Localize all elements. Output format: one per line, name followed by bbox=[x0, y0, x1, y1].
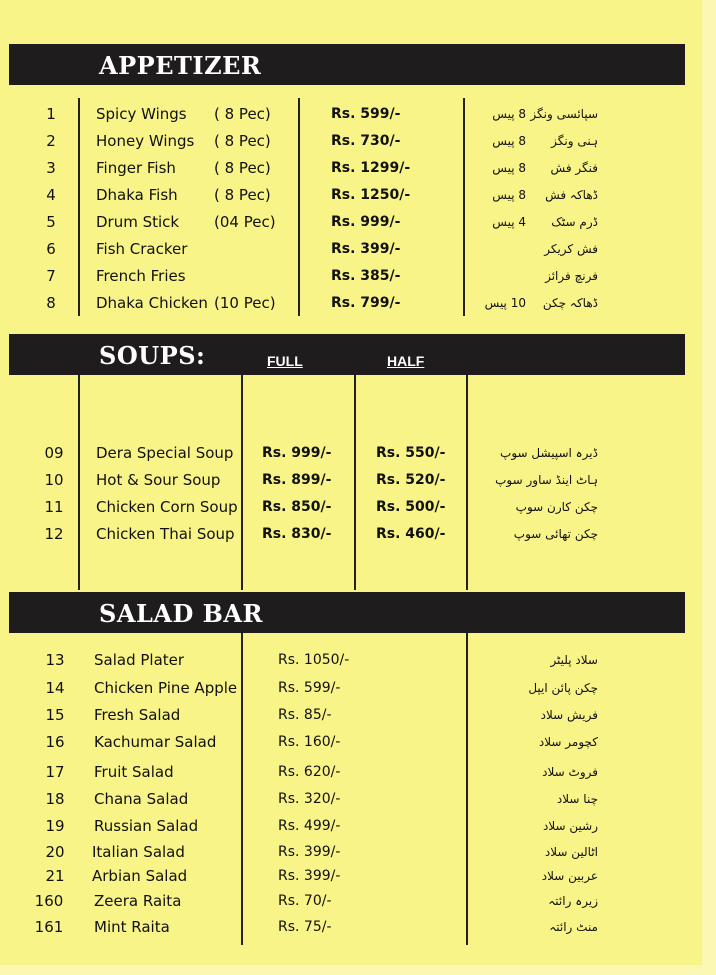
item-urdu-name: منٹ رائتہ bbox=[549, 920, 598, 934]
item-name: Fruit Salad bbox=[94, 763, 174, 781]
item-urdu-name: کچومر سلاد bbox=[538, 735, 598, 749]
item-number: 161 bbox=[34, 918, 64, 936]
item-name: Zeera Raita bbox=[94, 892, 182, 910]
item-number: 21 bbox=[45, 867, 65, 885]
item-urdu-quantity: 8 پیس bbox=[492, 161, 526, 175]
item-name: Spicy Wings bbox=[96, 105, 187, 123]
item-price-full: Rs. 999/- bbox=[262, 445, 332, 461]
page-edge-bottom bbox=[0, 965, 716, 975]
item-name: Italian Salad bbox=[92, 843, 185, 861]
item-name: Fresh Salad bbox=[94, 706, 181, 724]
item-number: 2 bbox=[46, 132, 56, 150]
item-urdu-name: ڈیرہ اسپیشل سوپ bbox=[500, 446, 598, 460]
item-price: Rs. 399/- bbox=[278, 868, 341, 884]
item-urdu-name: ڈرم سٹک bbox=[551, 215, 598, 229]
item-price: Rs. 599/- bbox=[278, 680, 341, 696]
list-item bbox=[0, 647, 716, 673]
list-item bbox=[0, 494, 716, 520]
item-urdu-name: سلاد پلیٹر bbox=[550, 653, 598, 667]
list-item bbox=[0, 863, 716, 889]
item-urdu-name: زیرہ رائتہ bbox=[548, 894, 598, 908]
item-price-full: Rs. 899/- bbox=[262, 472, 332, 488]
item-number: 4 bbox=[46, 186, 56, 204]
appetizer-header-band bbox=[9, 44, 685, 85]
list-item bbox=[0, 839, 716, 865]
item-urdu-quantity: 8 پیس bbox=[492, 188, 526, 202]
item-price: Rs. 1299/- bbox=[331, 160, 411, 176]
soups-header-band bbox=[9, 334, 685, 375]
item-number: 19 bbox=[45, 817, 65, 835]
item-price-half: Rs. 550/- bbox=[376, 445, 446, 461]
item-quantity: ( 8 Pec) bbox=[214, 186, 271, 204]
item-urdu-quantity: 10 پیس bbox=[484, 296, 526, 310]
item-price-full: Rs. 830/- bbox=[262, 526, 332, 542]
list-item bbox=[0, 675, 716, 701]
list-item bbox=[0, 702, 716, 728]
list-item bbox=[0, 813, 716, 839]
item-urdu-name: فنگر فش bbox=[550, 161, 598, 175]
item-name: Drum Stick bbox=[96, 213, 180, 231]
list-item bbox=[0, 521, 716, 547]
item-number: 16 bbox=[45, 733, 65, 751]
item-urdu-name: چنا سلاد bbox=[556, 792, 598, 806]
item-price: Rs. 730/- bbox=[331, 133, 401, 149]
item-price-half: Rs. 520/- bbox=[376, 472, 446, 488]
item-price: Rs. 399/- bbox=[331, 241, 401, 257]
list-item bbox=[0, 786, 716, 812]
item-name: Honey Wings bbox=[96, 132, 195, 150]
item-number: 14 bbox=[45, 679, 65, 697]
item-urdu-name: چکن تھائی سوپ bbox=[513, 527, 598, 541]
item-quantity: ( 8 Pec) bbox=[214, 159, 271, 177]
item-price: Rs. 70/- bbox=[278, 893, 332, 909]
item-number: 1 bbox=[46, 105, 56, 123]
item-number: 17 bbox=[45, 763, 65, 781]
item-price: Rs. 499/- bbox=[278, 818, 341, 834]
item-number: 09 bbox=[44, 444, 64, 462]
item-urdu-name: چکن پائن ایپل bbox=[528, 681, 598, 695]
item-urdu-quantity: 8 پیس bbox=[492, 107, 526, 121]
item-urdu-name: چکن کارن سوپ bbox=[515, 500, 598, 514]
list-item bbox=[0, 101, 716, 127]
item-price-half: Rs. 500/- bbox=[376, 499, 446, 515]
item-name: Kachumar Salad bbox=[94, 733, 217, 751]
item-urdu-name: عربین سلاد bbox=[541, 869, 598, 883]
list-item bbox=[0, 182, 716, 208]
item-number: 160 bbox=[34, 892, 64, 910]
item-number: 5 bbox=[46, 213, 56, 231]
item-name: Russian Salad bbox=[94, 817, 199, 835]
item-urdu-name: سپائسی ونگز bbox=[530, 107, 598, 121]
item-price: Rs. 385/- bbox=[331, 268, 401, 284]
item-name: Chana Salad bbox=[94, 790, 189, 808]
item-price: Rs. 599/- bbox=[331, 106, 401, 122]
soups-full-column-header: FULL bbox=[267, 353, 303, 369]
item-price: Rs. 1250/- bbox=[331, 187, 411, 203]
item-price-half: Rs. 460/- bbox=[376, 526, 446, 542]
item-urdu-name: رشین سلاد bbox=[543, 819, 598, 833]
list-item bbox=[0, 290, 716, 316]
item-number: 3 bbox=[46, 159, 56, 177]
item-name: Fish Cracker bbox=[96, 240, 188, 258]
item-number: 7 bbox=[46, 267, 56, 285]
item-price: Rs. 85/- bbox=[278, 707, 332, 723]
list-item bbox=[0, 914, 716, 940]
list-item bbox=[0, 888, 716, 914]
item-name: Chicken Pine Apple bbox=[94, 679, 238, 697]
item-number: 20 bbox=[45, 843, 65, 861]
item-price: Rs. 160/- bbox=[278, 734, 341, 750]
item-name: French Fries bbox=[96, 267, 186, 285]
list-item bbox=[0, 209, 716, 235]
item-quantity: (10 Pec) bbox=[214, 294, 276, 312]
item-name: Chicken Corn Soup bbox=[96, 498, 238, 516]
soups-half-column-header: HALF bbox=[387, 353, 425, 369]
item-number: 12 bbox=[44, 525, 64, 543]
item-urdu-name: ہنی ونگز bbox=[551, 134, 598, 148]
item-price: Rs. 799/- bbox=[331, 295, 401, 311]
item-name: Salad Plater bbox=[94, 651, 185, 669]
item-number: 18 bbox=[45, 790, 65, 808]
item-name: Hot & Sour Soup bbox=[96, 471, 221, 489]
item-name: Arbian Salad bbox=[92, 867, 188, 885]
item-name: Mint Raita bbox=[94, 918, 170, 936]
item-urdu-quantity: 4 پیس bbox=[492, 215, 526, 229]
item-quantity: ( 8 Pec) bbox=[214, 132, 271, 150]
item-number: 6 bbox=[46, 240, 56, 258]
list-item bbox=[0, 729, 716, 755]
item-price: Rs. 1050/- bbox=[278, 652, 350, 668]
item-number: 8 bbox=[46, 294, 56, 312]
item-price: Rs. 75/- bbox=[278, 919, 332, 935]
list-item bbox=[0, 236, 716, 262]
item-urdu-quantity: 8 پیس bbox=[492, 134, 526, 148]
item-quantity: ( 8 Pec) bbox=[214, 105, 271, 123]
item-urdu-name: اٹالین سلاد bbox=[544, 845, 598, 859]
item-urdu-name: فروٹ سلاد bbox=[542, 765, 598, 779]
item-name: Finger Fish bbox=[96, 159, 176, 177]
list-item bbox=[0, 440, 716, 466]
item-number: 15 bbox=[45, 706, 65, 724]
item-urdu-name: ہاٹ اینڈ ساور سوپ bbox=[495, 473, 598, 487]
item-name: Dera Special Soup bbox=[96, 444, 234, 462]
list-item bbox=[0, 128, 716, 154]
item-price: Rs. 399/- bbox=[278, 844, 341, 860]
item-urdu-name: ڈھاکہ فش bbox=[545, 188, 598, 202]
item-number: 13 bbox=[45, 651, 65, 669]
item-name: Chicken Thai Soup bbox=[96, 525, 235, 543]
list-item bbox=[0, 263, 716, 289]
list-item bbox=[0, 155, 716, 181]
item-name: Dhaka Chicken bbox=[96, 294, 208, 312]
salad-title: SALAD BAR bbox=[99, 599, 263, 628]
item-urdu-name: فش کریکر bbox=[544, 242, 598, 256]
list-item bbox=[0, 467, 716, 493]
item-urdu-name: فرنچ فرائز bbox=[545, 269, 598, 283]
item-number: 11 bbox=[44, 498, 64, 516]
salad-header-band bbox=[9, 592, 685, 633]
item-urdu-name: ڈھاکہ چکن bbox=[542, 296, 598, 310]
item-price: Rs. 620/- bbox=[278, 764, 341, 780]
item-number: 10 bbox=[44, 471, 64, 489]
soups-title: SOUPS: bbox=[99, 341, 206, 370]
item-price-full: Rs. 850/- bbox=[262, 499, 332, 515]
item-urdu-name: فریش سلاد bbox=[540, 708, 598, 722]
item-price: Rs. 999/- bbox=[331, 214, 401, 230]
item-quantity: (04 Pec) bbox=[214, 213, 276, 231]
appetizer-title: APPETIZER bbox=[99, 51, 262, 80]
item-price: Rs. 320/- bbox=[278, 791, 341, 807]
list-item bbox=[0, 759, 716, 785]
item-name: Dhaka Fish bbox=[96, 186, 178, 204]
